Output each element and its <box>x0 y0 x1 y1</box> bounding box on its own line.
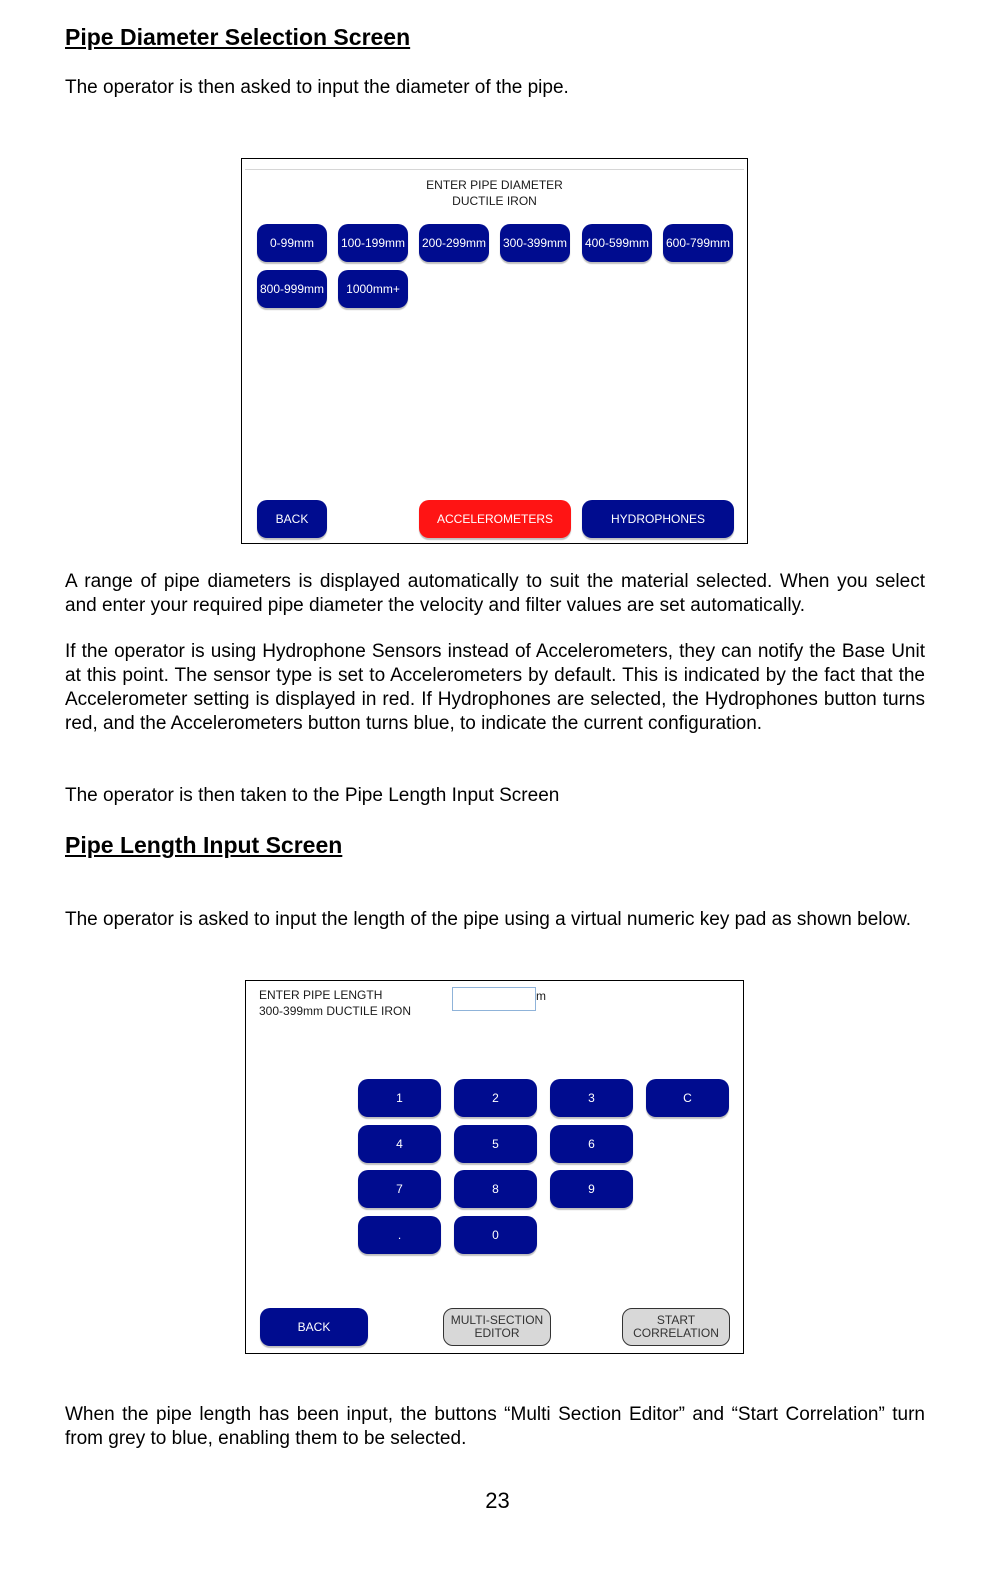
paragraph-hydrophone-sensors: If the operator is using Hydrophone Sensors instead of Accelerometers, they can notify the Base Unit at this point. The sensor type is set to Accelerometers by default. This is indicated by the fact that the Accelerometer setting is displayed in red. If Hydrophones are selected, the Hydrophones button turns red, and the Accelerometers button turns blue, to indicate the current configuration. <box>65 641 925 734</box>
keypad-key-9[interactable]: 9 <box>550 1170 633 1208</box>
diameter-button-600-799[interactable]: 600-799mm <box>663 224 733 262</box>
diameter-button-400-599[interactable]: 400-599mm <box>582 224 652 262</box>
multi-section-editor-button[interactable] <box>443 1308 551 1346</box>
diameter-button-1000-plus[interactable]: 1000mm+ <box>338 270 408 308</box>
diameter-button-800-999[interactable]: 800-999mm <box>257 270 327 308</box>
hydrophones-button[interactable]: HYDROPHONES <box>582 500 734 538</box>
start-correlation-button[interactable] <box>622 1308 730 1346</box>
keypad-key-2[interactable]: 2 <box>454 1079 537 1117</box>
keypad-key-1[interactable]: 1 <box>358 1079 441 1117</box>
keypad-key-7[interactable]: 7 <box>358 1170 441 1208</box>
paragraph-buttons-turn-blue: When the pipe length has been input, the buttons “Multi Section Editor” and “Start Correlation” turn from grey to blue, enabling them to be selected. <box>65 1404 925 1449</box>
unit-label: m <box>536 989 546 1003</box>
pipe-length-input[interactable] <box>452 987 536 1011</box>
screen-title-line1: ENTER PIPE LENGTH <box>259 988 383 1002</box>
keypad-key-6[interactable]: 6 <box>550 1125 633 1163</box>
screen-title-line1: ENTER PIPE DIAMETER <box>426 178 563 192</box>
pipe-diameter-screen <box>241 158 748 544</box>
diameter-button-0-99[interactable]: 0-99mm <box>257 224 327 262</box>
divider <box>245 169 744 170</box>
diameter-button-100-199[interactable]: 100-199mm <box>338 224 408 262</box>
paragraph-taken-to-length-screen: The operator is then taken to the Pipe Length Input Screen <box>65 785 560 806</box>
paragraph-range-of-diameters: A range of pipe diameters is displayed automatically to suit the material selected. When you select and enter your required pipe diameter the velocity and filter values are set automatically. <box>65 571 925 616</box>
start-correlation-label-line2: CORRELATION <box>633 1326 719 1340</box>
screen-title <box>242 177 747 209</box>
back-button[interactable]: BACK <box>257 500 327 538</box>
screen-title <box>259 987 411 1019</box>
keypad-key-5[interactable]: 5 <box>454 1125 537 1163</box>
section-heading-pipe-diameter: Pipe Diameter Selection Screen <box>65 24 411 50</box>
multi-section-label-line2: EDITOR <box>474 1326 520 1340</box>
keypad-key-0[interactable]: 0 <box>454 1216 537 1254</box>
screen-title-line2: DUCTILE IRON <box>452 194 537 208</box>
diameter-button-300-399[interactable]: 300-399mm <box>500 224 570 262</box>
start-correlation-label-line1: START <box>656 1313 696 1327</box>
screen-title-line2: 300-399mm DUCTILE IRON <box>259 1004 412 1018</box>
keypad-key-4[interactable]: 4 <box>358 1125 441 1163</box>
keypad-key-decimal[interactable]: . <box>358 1216 441 1254</box>
back-button[interactable]: BACK <box>260 1308 368 1346</box>
pipe-diameter-intro: The operator is then asked to input the diameter of the pipe. <box>65 77 569 98</box>
page-number: 23 <box>485 1488 510 1513</box>
diameter-button-200-299[interactable]: 200-299mm <box>419 224 489 262</box>
pipe-length-intro: The operator is asked to input the length of the pipe using a virtual numeric key pad as shown below. <box>65 909 912 930</box>
keypad-key-clear[interactable]: C <box>646 1079 729 1117</box>
keypad-key-3[interactable]: 3 <box>550 1079 633 1117</box>
keypad-key-8[interactable]: 8 <box>454 1170 537 1208</box>
pipe-length-screen <box>245 980 744 1354</box>
multi-section-label-line1: MULTI-SECTION <box>450 1313 544 1327</box>
accelerometers-button[interactable]: ACCELEROMETERS <box>419 500 571 538</box>
section-heading-pipe-length: Pipe Length Input Screen <box>65 832 343 858</box>
